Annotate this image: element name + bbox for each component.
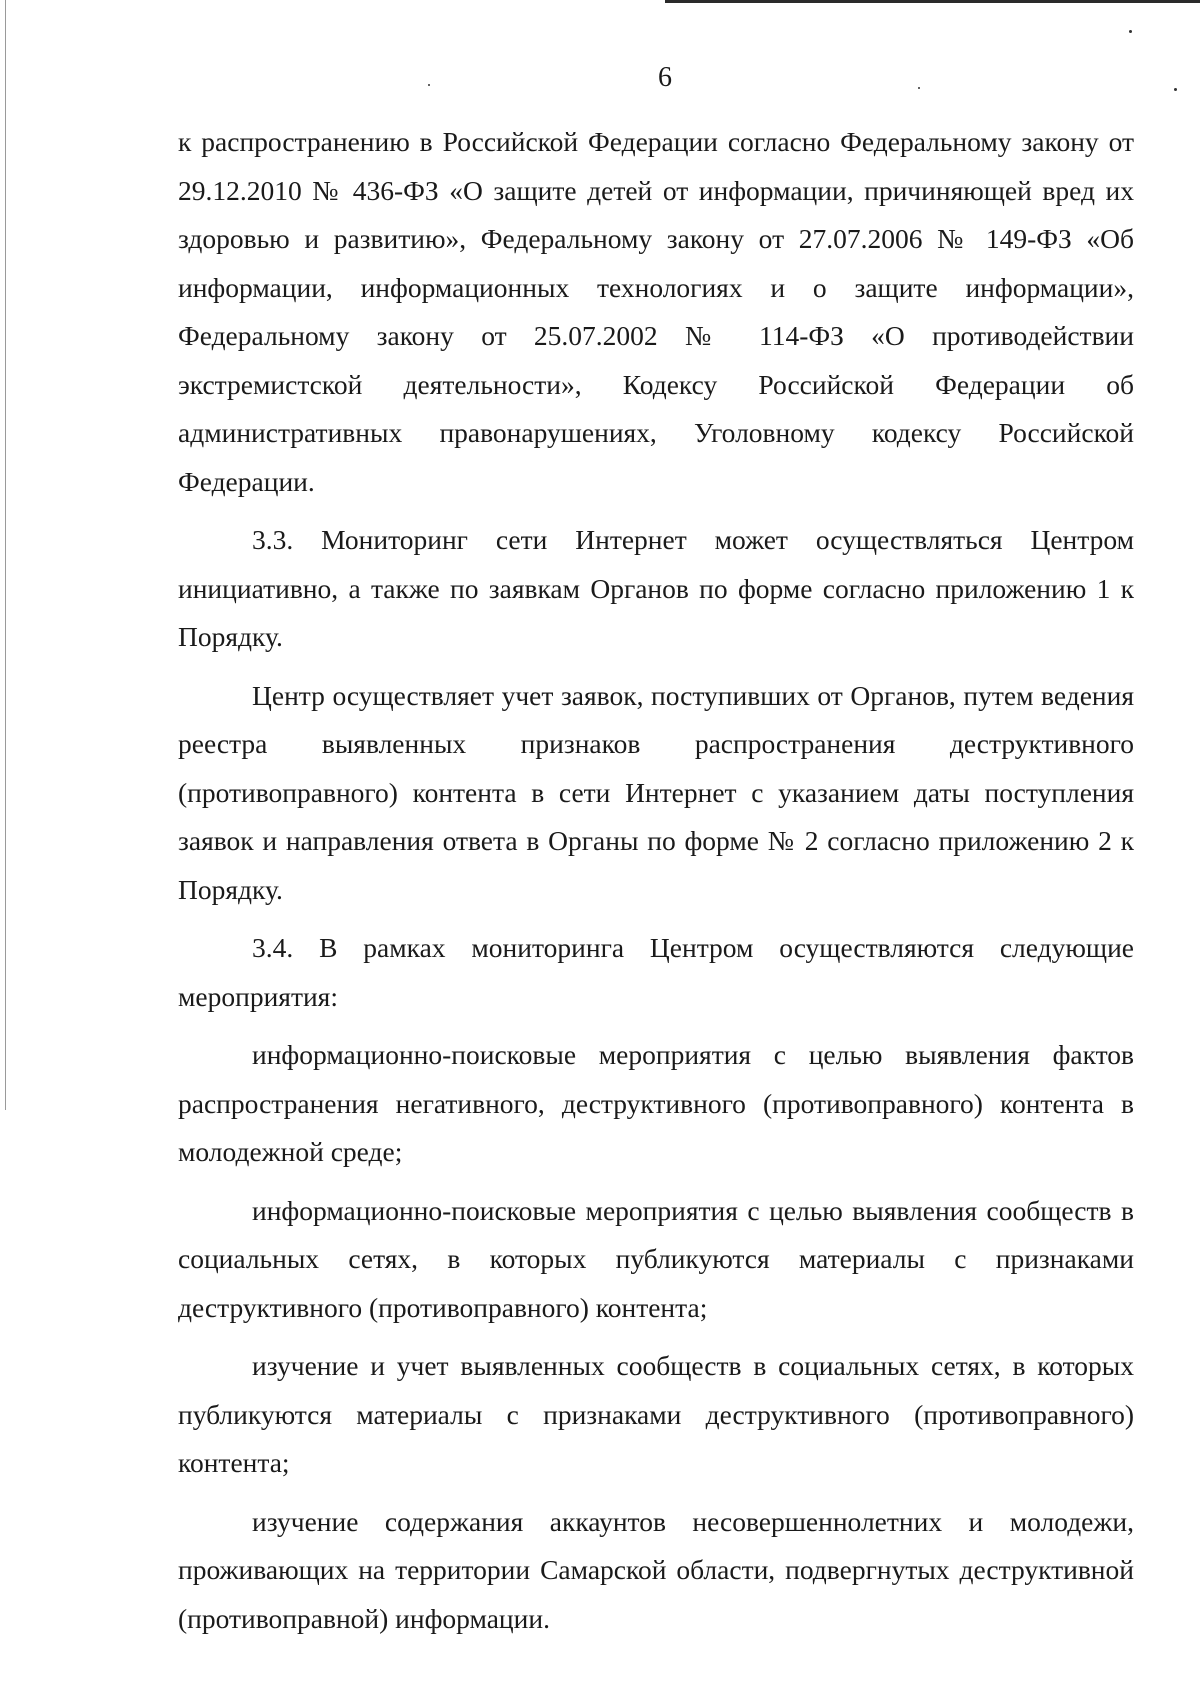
paragraph-gap — [178, 1021, 1134, 1031]
paragraph-gap — [178, 662, 1134, 672]
scan-edge-left — [5, 0, 6, 1110]
paragraph-gap — [178, 1332, 1134, 1342]
document-body — [178, 118, 1134, 1643]
paragraph-gap — [178, 1177, 1134, 1187]
clause-3-3: 3.3. Мониторинг сети Интернет может осуществляться Центром инициативно, а также по заявкам Органов по форме согласно приложению 1 к Порядку. — [178, 524, 1134, 652]
list-item: информационно-поисковые мероприятия с целью выявления сообществ в социальных сетях, в которых публикуются материалы с признаками деструктивного (противоправного) контента; — [178, 1194, 1134, 1323]
list-item: изучение и учет выявленных сообществ в социальных сетях, в которых публикуются материалы с признаками деструктивного (противоправного) контента; — [178, 1350, 1134, 1478]
list-item: информационно-поисковые мероприятия с целью выявления фактов распространения негативного, деструктивного (противоправного) контента в молодежной среде; — [178, 1039, 1134, 1167]
clause-3-4: 3.4. В рамках мониторинга Центром осуществляются следующие мероприятия: — [178, 932, 1134, 1012]
paragraph-gap — [178, 506, 1134, 516]
paragraph-registry: Центр осуществляет учет заявок, поступивших от Органов, путем ведения реестра выявленных признаков распространения деструктивного (противоправного) контента в сети Интернет с указанием даты поступления заявок и направления ответа в Органы по форме № 2 согласно приложению 2 к Порядку. — [178, 679, 1134, 905]
paragraph-gap — [178, 1488, 1134, 1498]
list-item: изучение содержания аккаунтов несовершеннолетних и молодежи, проживающих на территории Самарской области, подвергнутых деструктивной (противоправной) информации. — [178, 1505, 1134, 1634]
paragraph-gap — [178, 914, 1134, 924]
page-number: 6 — [658, 62, 672, 93]
scan-edge-top — [665, 0, 1200, 3]
scan-speck — [1129, 30, 1132, 33]
paragraph-continuation: к распространению в Российской Федерации согласно Федеральному закону от 29.12.2010 № 436-ФЗ «О защите детей от информации, причиняющей вред их здоровью и развитию», Федеральному закону от 27.07.2006 № 149-ФЗ «Об информации, информационных технологиях и о защите информации», Федеральному закону от 25.07.2002 № 114-ФЗ «О противодействии экстремистской деятельности», Кодексу Российской Федерации об административных правонарушениях, Уголовному кодексу Российской Федерации. — [178, 126, 1134, 497]
